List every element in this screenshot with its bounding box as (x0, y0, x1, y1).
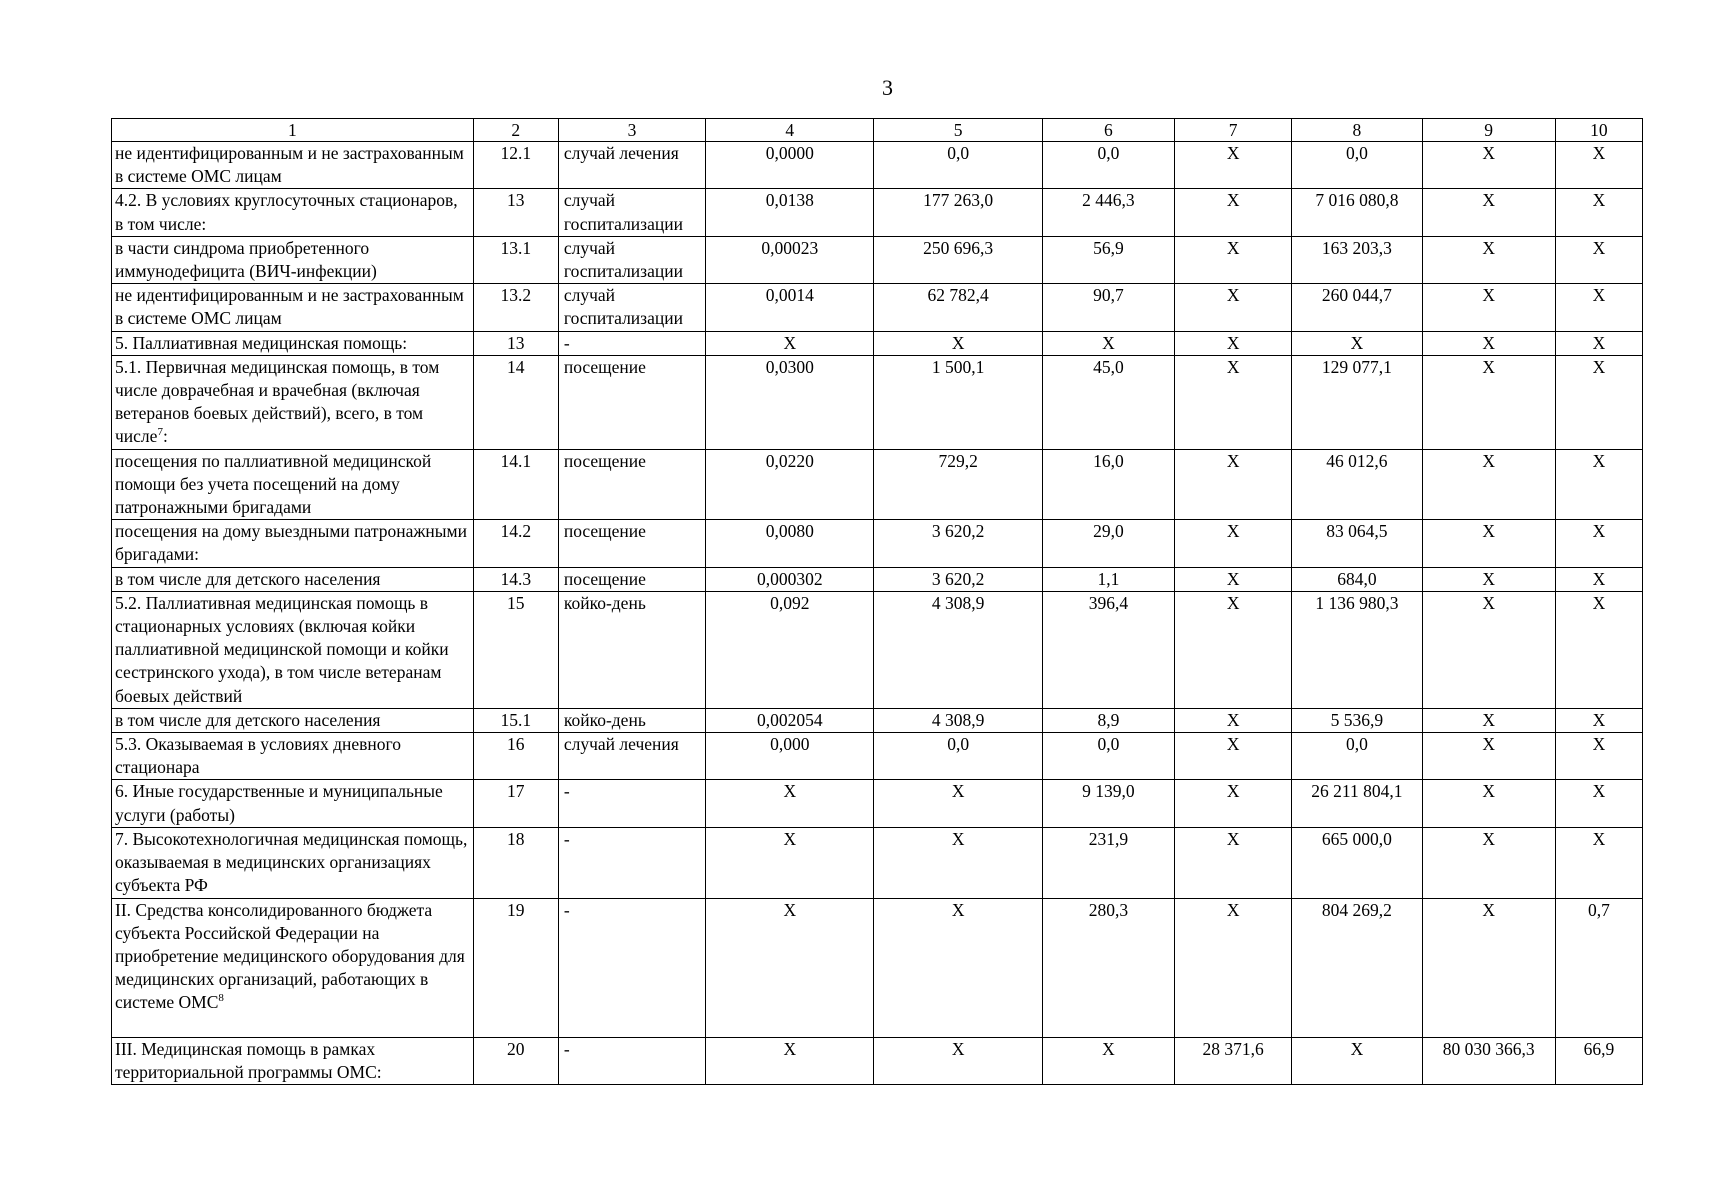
row-label: 6. Иные государственные и муниципальные услуги (работы) (112, 780, 474, 827)
value-col-7: X (1175, 284, 1292, 331)
value-col-6: X (1042, 1037, 1174, 1084)
unit-of-measure: посещение (558, 355, 705, 449)
table-row (112, 1037, 1643, 1084)
table-row (112, 567, 1643, 591)
value-col-7: X (1175, 567, 1292, 591)
column-number: 7 (1175, 119, 1292, 142)
value-col-7: X (1175, 449, 1292, 520)
unit-of-measure: посещение (558, 449, 705, 520)
line-number: 15 (473, 591, 558, 708)
value-col-7: X (1175, 236, 1292, 283)
table-row (112, 898, 1643, 1037)
value-col-4: X (706, 827, 874, 898)
value-col-10: X (1555, 355, 1642, 449)
value-col-4: 0,000 (706, 733, 874, 780)
column-number: 4 (706, 119, 874, 142)
value-col-4: 0,0300 (706, 355, 874, 449)
row-label: 4.2. В условиях круглосуточных стационаров, в том числе: (112, 189, 474, 236)
value-col-5: 4 308,9 (874, 708, 1042, 732)
value-col-9: 80 030 366,3 (1422, 1037, 1555, 1084)
value-col-4: 0,0000 (706, 142, 874, 189)
value-col-7: X (1175, 780, 1292, 827)
unit-of-measure: случай госпитализации (558, 189, 705, 236)
value-col-10: X (1555, 189, 1642, 236)
column-number: 9 (1422, 119, 1555, 142)
value-col-10: X (1555, 591, 1642, 708)
value-col-5: 62 782,4 (874, 284, 1042, 331)
line-number: 13.2 (473, 284, 558, 331)
unit-of-measure: посещение (558, 520, 705, 567)
value-col-8: X (1292, 331, 1422, 355)
value-col-6: 56,9 (1042, 236, 1174, 283)
value-col-6: 396,4 (1042, 591, 1174, 708)
column-number: 6 (1042, 119, 1174, 142)
column-number: 10 (1555, 119, 1642, 142)
unit-of-measure: койко-день (558, 708, 705, 732)
row-label: 5. Паллиативная медицинская помощь: (112, 331, 474, 355)
value-col-4: X (706, 331, 874, 355)
value-col-4: 0,0014 (706, 284, 874, 331)
value-col-8: X (1292, 1037, 1422, 1084)
line-number: 14.2 (473, 520, 558, 567)
table-row (112, 827, 1643, 898)
row-label: в том числе для детского населения (112, 708, 474, 732)
value-col-4: 0,0138 (706, 189, 874, 236)
value-col-5: 250 696,3 (874, 236, 1042, 283)
value-col-6: 16,0 (1042, 449, 1174, 520)
value-col-9: X (1422, 898, 1555, 1037)
value-col-8: 83 064,5 (1292, 520, 1422, 567)
value-col-6: 45,0 (1042, 355, 1174, 449)
value-col-10: X (1555, 284, 1642, 331)
value-col-4: X (706, 780, 874, 827)
line-number: 19 (473, 898, 558, 1037)
value-col-6: 1,1 (1042, 567, 1174, 591)
column-number: 1 (112, 119, 474, 142)
value-col-9: X (1422, 284, 1555, 331)
value-col-9: X (1422, 708, 1555, 732)
value-col-8: 7 016 080,8 (1292, 189, 1422, 236)
column-number: 2 (473, 119, 558, 142)
value-col-7: X (1175, 708, 1292, 732)
value-col-6: 231,9 (1042, 827, 1174, 898)
value-col-8: 163 203,3 (1292, 236, 1422, 283)
unit-of-measure: случай госпитализации (558, 236, 705, 283)
line-number: 14 (473, 355, 558, 449)
value-col-6: 2 446,3 (1042, 189, 1174, 236)
value-col-8: 665 000,0 (1292, 827, 1422, 898)
column-number: 5 (874, 119, 1042, 142)
table-row (112, 520, 1643, 567)
page-number: 3 (882, 75, 893, 100)
column-number: 3 (558, 119, 705, 142)
table-row (112, 284, 1643, 331)
value-col-7: X (1175, 189, 1292, 236)
footnote-marker: 8 (218, 992, 224, 1005)
value-col-10: X (1555, 827, 1642, 898)
value-col-5: 0,0 (874, 142, 1042, 189)
row-label: 5.2. Паллиативная медицинская помощь в стационарных условиях (включая койки паллиативной медицинской помощи и койки сестринского ухода), в том числе ветеранам боевых действий (112, 591, 474, 708)
value-col-10: X (1555, 331, 1642, 355)
value-col-10: X (1555, 567, 1642, 591)
value-col-5: 1 500,1 (874, 355, 1042, 449)
unit-of-measure: - (558, 1037, 705, 1084)
value-col-10: X (1555, 142, 1642, 189)
row-label: 5.3. Оказываемая в условиях дневного стационара (112, 733, 474, 780)
value-col-7: X (1175, 520, 1292, 567)
value-col-8: 804 269,2 (1292, 898, 1422, 1037)
value-col-8: 260 044,7 (1292, 284, 1422, 331)
row-label: в части синдрома приобретенного иммунодефицита (ВИЧ-инфекции) (112, 236, 474, 283)
value-col-9: X (1422, 827, 1555, 898)
value-col-4: 0,002054 (706, 708, 874, 732)
value-col-7: 28 371,6 (1175, 1037, 1292, 1084)
row-label: посещения по паллиативной медицинской помощи без учета посещений на дому патронажными бригадами (112, 449, 474, 520)
value-col-7: X (1175, 733, 1292, 780)
value-col-8: 129 077,1 (1292, 355, 1422, 449)
line-number: 20 (473, 1037, 558, 1084)
value-col-8: 1 136 980,3 (1292, 591, 1422, 708)
unit-of-measure: - (558, 331, 705, 355)
value-col-4: 0,00023 (706, 236, 874, 283)
row-label: 5.1. Первичная медицинская помощь, в том числе доврачебная и врачебная (включая ветеранов боевых действий), всего, в том числе$^7$: (112, 355, 474, 449)
value-col-8: 26 211 804,1 (1292, 780, 1422, 827)
unit-of-measure: - (558, 898, 705, 1037)
unit-of-measure: случай лечения (558, 142, 705, 189)
footnote-marker: 7 (157, 426, 163, 439)
value-col-7: X (1175, 591, 1292, 708)
unit-of-measure: случай госпитализации (558, 284, 705, 331)
value-col-7: X (1175, 331, 1292, 355)
table-row (112, 591, 1643, 708)
row-label: 7. Высокотехнологичная медицинская помощь, оказываемая в медицинских организациях субъекта РФ (112, 827, 474, 898)
value-col-5: X (874, 1037, 1042, 1084)
value-col-9: X (1422, 236, 1555, 283)
value-col-9: X (1422, 733, 1555, 780)
value-col-6: 8,9 (1042, 708, 1174, 732)
value-col-9: X (1422, 449, 1555, 520)
value-col-9: X (1422, 591, 1555, 708)
value-col-6: 90,7 (1042, 284, 1174, 331)
line-number: 15.1 (473, 708, 558, 732)
line-number: 16 (473, 733, 558, 780)
line-number: 13 (473, 189, 558, 236)
unit-of-measure: - (558, 827, 705, 898)
value-col-5: 3 620,2 (874, 520, 1042, 567)
value-col-5: 3 620,2 (874, 567, 1042, 591)
table-row (112, 708, 1643, 732)
value-col-7: X (1175, 142, 1292, 189)
value-col-9: X (1422, 142, 1555, 189)
value-col-7: X (1175, 898, 1292, 1037)
value-col-5: 729,2 (874, 449, 1042, 520)
value-col-6: 9 139,0 (1042, 780, 1174, 827)
value-col-10: X (1555, 733, 1642, 780)
value-col-6: 0,0 (1042, 733, 1174, 780)
value-col-6: 29,0 (1042, 520, 1174, 567)
value-col-9: X (1422, 520, 1555, 567)
table-row (112, 189, 1643, 236)
value-col-5: 4 308,9 (874, 591, 1042, 708)
value-col-8: 0,0 (1292, 733, 1422, 780)
value-col-10: 0,7 (1555, 898, 1642, 1037)
value-col-10: 66,9 (1555, 1037, 1642, 1084)
table-row (112, 780, 1643, 827)
value-col-4: 0,0080 (706, 520, 874, 567)
value-col-9: X (1422, 567, 1555, 591)
table-row (112, 236, 1643, 283)
value-col-5: 0,0 (874, 733, 1042, 780)
value-col-9: X (1422, 780, 1555, 827)
value-col-5: X (874, 780, 1042, 827)
value-col-8: 0,0 (1292, 142, 1422, 189)
value-col-7: X (1175, 827, 1292, 898)
line-number: 14.3 (473, 567, 558, 591)
value-col-4: 0,000302 (706, 567, 874, 591)
value-col-4: X (706, 898, 874, 1037)
value-col-9: X (1422, 331, 1555, 355)
value-col-8: 46 012,6 (1292, 449, 1422, 520)
value-col-10: X (1555, 236, 1642, 283)
value-col-5: 177 263,0 (874, 189, 1042, 236)
table-row (112, 331, 1643, 355)
value-col-4: X (706, 1037, 874, 1084)
column-number: 8 (1292, 119, 1422, 142)
row-label: в том числе для детского населения (112, 567, 474, 591)
value-col-4: 0,0220 (706, 449, 874, 520)
unit-of-measure: - (558, 780, 705, 827)
unit-of-measure: посещение (558, 567, 705, 591)
column-number-row (112, 119, 1643, 142)
value-col-10: X (1555, 449, 1642, 520)
table-row (112, 733, 1643, 780)
row-label: не идентифицированным и не застрахованным в системе ОМС лицам (112, 142, 474, 189)
row-label: II. Средства консолидированного бюджета субъекта Российской Федерации на приобретение медицинского оборудования для медицинских организаций, работающих в системе ОМС$^8$ (112, 898, 474, 1037)
row-label: не идентифицированным и не застрахованным в системе ОМС лицам (112, 284, 474, 331)
data-table (111, 118, 1643, 1085)
row-label: посещения на дому выездными патронажными бригадами: (112, 520, 474, 567)
value-col-8: 684,0 (1292, 567, 1422, 591)
value-col-9: X (1422, 355, 1555, 449)
line-number: 13.1 (473, 236, 558, 283)
value-col-10: X (1555, 708, 1642, 732)
line-number: 18 (473, 827, 558, 898)
table-row (112, 449, 1643, 520)
line-number: 13 (473, 331, 558, 355)
unit-of-measure: случай лечения (558, 733, 705, 780)
value-col-7: X (1175, 355, 1292, 449)
table-row (112, 142, 1643, 189)
row-label: III. Медицинская помощь в рамках территориальной программы ОМС: (112, 1037, 474, 1084)
value-col-4: 0,092 (706, 591, 874, 708)
line-number: 17 (473, 780, 558, 827)
line-number: 12.1 (473, 142, 558, 189)
value-col-5: X (874, 898, 1042, 1037)
value-col-6: X (1042, 331, 1174, 355)
value-col-8: 5 536,9 (1292, 708, 1422, 732)
table-row (112, 355, 1643, 449)
value-col-10: X (1555, 780, 1642, 827)
value-col-5: X (874, 331, 1042, 355)
line-number: 14.1 (473, 449, 558, 520)
value-col-10: X (1555, 520, 1642, 567)
value-col-6: 0,0 (1042, 142, 1174, 189)
value-col-9: X (1422, 189, 1555, 236)
value-col-5: X (874, 827, 1042, 898)
value-col-6: 280,3 (1042, 898, 1174, 1037)
unit-of-measure: койко-день (558, 591, 705, 708)
